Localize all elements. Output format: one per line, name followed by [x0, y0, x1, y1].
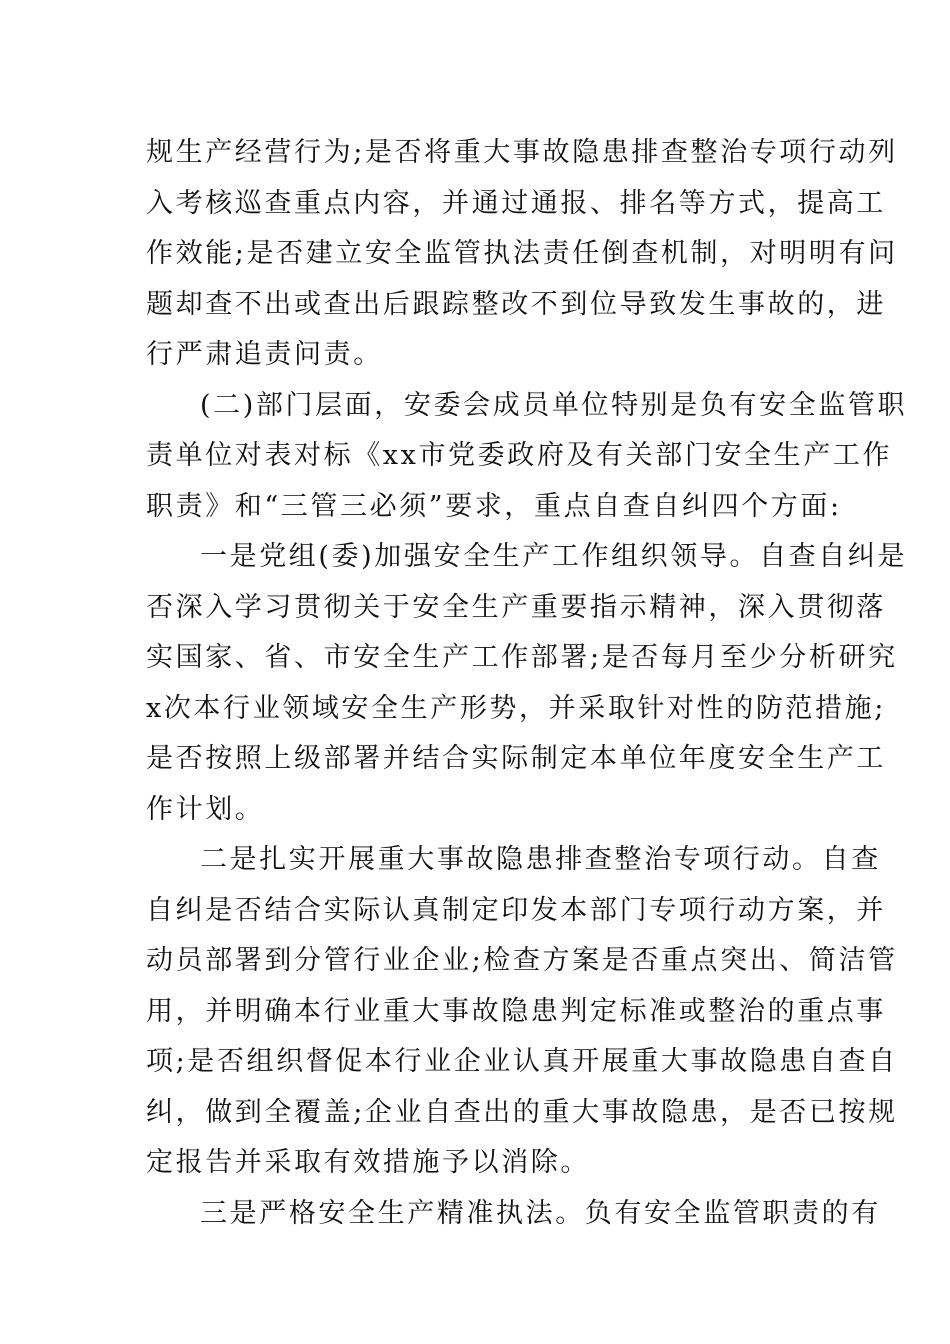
text-line: (二)部门层面，安委会成员单位特别是负有安全监管职 [200, 389, 908, 421]
text-line: 规生产经营行为;是否将重大事故隐患排查整治专项行动列 [146, 137, 898, 168]
text-line: x次本行业领域安全生产形势，并采取针对性的防范措施; [146, 692, 886, 724]
text-line: 纠，做到全覆盖;企业自查出的重大事故隐患，是否已按规 [146, 1096, 898, 1128]
paragraph [146, 532, 908, 835]
text-line: 否深入学习贯彻关于安全生产重要指示精神，深入贯彻落 [146, 591, 886, 623]
text-line: 责单位对表对标《xx市党委政府及有关部门安全生产工作 [146, 440, 893, 471]
text-line: 是否按照上级部署并结合实际制定本单位年度安全生产工 [146, 743, 886, 774]
paragraph [146, 835, 898, 1189]
text-line: 项;是否组织督促本行业企业认真开展重大事故隐患自查自 [146, 1046, 898, 1077]
text-line: 用，并明确本行业重大事故隐患判定标准或整治的重点事 [146, 995, 886, 1027]
text-line: 行严肃追责问责。 [146, 339, 383, 370]
text-line: 实国家、省、市安全生产工作部署;是否每月至少分析研究 [146, 642, 898, 673]
text-line: 定报告并采取有效措施予以消除。 [146, 1147, 590, 1178]
document-body [146, 128, 908, 1239]
text-line: 职责》和“三管三必须”要求，重点自查自纠四个方面: [146, 490, 842, 522]
text-line: 入考核巡查重点内容，并通过通报、排名等方式，提高工 [146, 187, 886, 219]
text-line: 作计划。 [146, 793, 265, 825]
text-line: 作效能;是否建立安全监管执法责任倒查机制，对明明有问 [146, 238, 898, 269]
text-line: 自纠是否结合实际认真制定印发本部门专项行动方案，并 [146, 894, 886, 926]
text-line: 题却查不出或查出后跟踪整改不到位导致发生事故的，进 [146, 288, 886, 320]
paragraph [146, 1189, 881, 1240]
paragraph [146, 381, 908, 533]
text-line: 二是扎实开展重大事故隐患排查整治专项行动。自查 [200, 844, 881, 875]
paragraph [146, 128, 898, 381]
text-line: 一是党组(委)加强安全生产工作组织领导。自查自纠是 [200, 541, 908, 572]
text-line: 动员部署到分管行业企业;检查方案是否重点突出、简洁管 [146, 945, 898, 976]
text-line: 三是严格安全生产精准执法。负有安全监管职责的有 [200, 1197, 881, 1229]
